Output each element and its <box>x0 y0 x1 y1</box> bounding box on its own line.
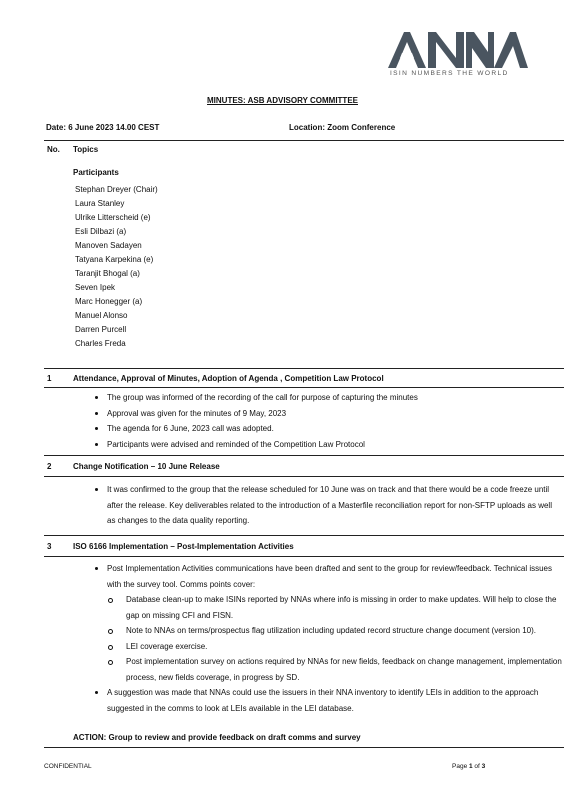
page-label: Page <box>452 763 469 770</box>
section-number: 2 <box>47 462 52 471</box>
sub-bullet-item: Note to NNAs on terms/prospectus flag utilization including updated record structure change document (version 10). <box>107 623 562 639</box>
participant: Seven Ipek <box>75 283 116 292</box>
document-title: MINUTES: ASB ADVISORY COMMITTEE <box>207 96 358 105</box>
column-header-no: No. <box>47 145 60 154</box>
section-3-bullets <box>92 561 562 716</box>
page-total: 3 <box>481 763 486 770</box>
footer-confidential: CONFIDENTIAL <box>44 763 92 770</box>
bullet-item: It was confirmed to the group that the release scheduled for 10 June was on track and that there would be a code freeze until after the release. Key deliverables related to the introduction of a Masterfile reconciliation report for non-SFTP uploads as well as changes to the data quality reporting. <box>92 482 562 529</box>
sub-bullets <box>107 592 562 685</box>
sub-bullet-item: Database clean-up to make ISINs reported by NNAs where info is missing in order to make updates. Will help to close the gap on missing CFI and FISN. <box>107 592 562 623</box>
participant: Manoven Sadayen <box>75 241 142 250</box>
divider <box>44 556 564 557</box>
bullet-item: The agenda for 6 June, 2023 call was adopted. <box>92 421 562 437</box>
section-1-bullets <box>92 390 562 452</box>
participant: Taranjit Bhogal (a) <box>75 269 140 278</box>
page-current: 1 <box>469 763 473 770</box>
column-header-topics: Topics <box>73 145 99 154</box>
meeting-date: Date: 6 June 2023 14.00 CEST <box>46 123 160 132</box>
divider <box>44 535 564 536</box>
meeting-location: Location: Zoom Conference <box>289 123 396 132</box>
section-title: Attendance, Approval of Minutes, Adoption of Agenda , Competition Law Protocol <box>73 374 384 383</box>
participants-heading: Participants <box>73 168 119 177</box>
participant: Esli Dilbazi (a) <box>75 227 127 236</box>
bullet-item: A suggestion was made that NNAs could use the issuers in their NNA inventory to identify LEIs in addition to the approach suggested in the comms to look at LEIs available in the LEI database. <box>92 685 562 716</box>
divider <box>44 747 564 748</box>
page-of: of <box>472 763 482 770</box>
section-number: 1 <box>47 374 52 383</box>
sub-bullet-item: LEI coverage exercise. <box>107 639 562 655</box>
divider <box>44 476 564 477</box>
bullet-item: Approval was given for the minutes of 9 May, 2023 <box>92 406 562 422</box>
divider <box>44 140 564 141</box>
bullet-item: Participants were advised and reminded of the Competition Law Protocol <box>92 437 562 453</box>
divider <box>44 387 564 388</box>
participant: Marc Honegger (a) <box>75 297 143 306</box>
bullet-item <box>92 561 562 685</box>
participant: Laura Stanley <box>75 199 125 208</box>
divider <box>44 368 564 369</box>
anna-logo-mark <box>388 30 528 70</box>
participant: Stephan Dreyer (Chair) <box>75 185 158 194</box>
logo-tagline: ISIN NUMBERS THE WORLD <box>390 70 509 77</box>
section-number: 3 <box>47 542 52 551</box>
bullet-text: Post Implementation Activities communications have been drafted and sent to the group for review/feedback. Technical issues with the survey tool. Comms points cover: <box>107 564 552 589</box>
sub-bullet-item: Post implementation survey on actions required by NNAs for new fields, feedback on change management, implementation process, new fields coverage, in progress by SD. <box>107 654 562 685</box>
participant: Charles Freda <box>75 339 126 348</box>
bullet-item: The group was informed of the recording of the call for purpose of capturing the minutes <box>92 390 562 406</box>
participant: Tatyana Karpekina (e) <box>75 255 154 264</box>
section-2-bullets <box>92 482 562 529</box>
participant: Manuel Alonso <box>75 311 128 320</box>
participants-list <box>75 183 158 351</box>
divider <box>44 455 564 456</box>
section-title: ISO 6166 Implementation – Post-Implementation Activities <box>73 542 294 551</box>
action-item: ACTION: Group to review and provide feedback on draft comms and survey <box>73 733 361 742</box>
section-title: Change Notification – 10 June Release <box>73 462 220 471</box>
participant: Darren Purcell <box>75 325 127 334</box>
footer-page-number <box>452 763 485 770</box>
participant: Ulrike Litterscheid (e) <box>75 213 151 222</box>
